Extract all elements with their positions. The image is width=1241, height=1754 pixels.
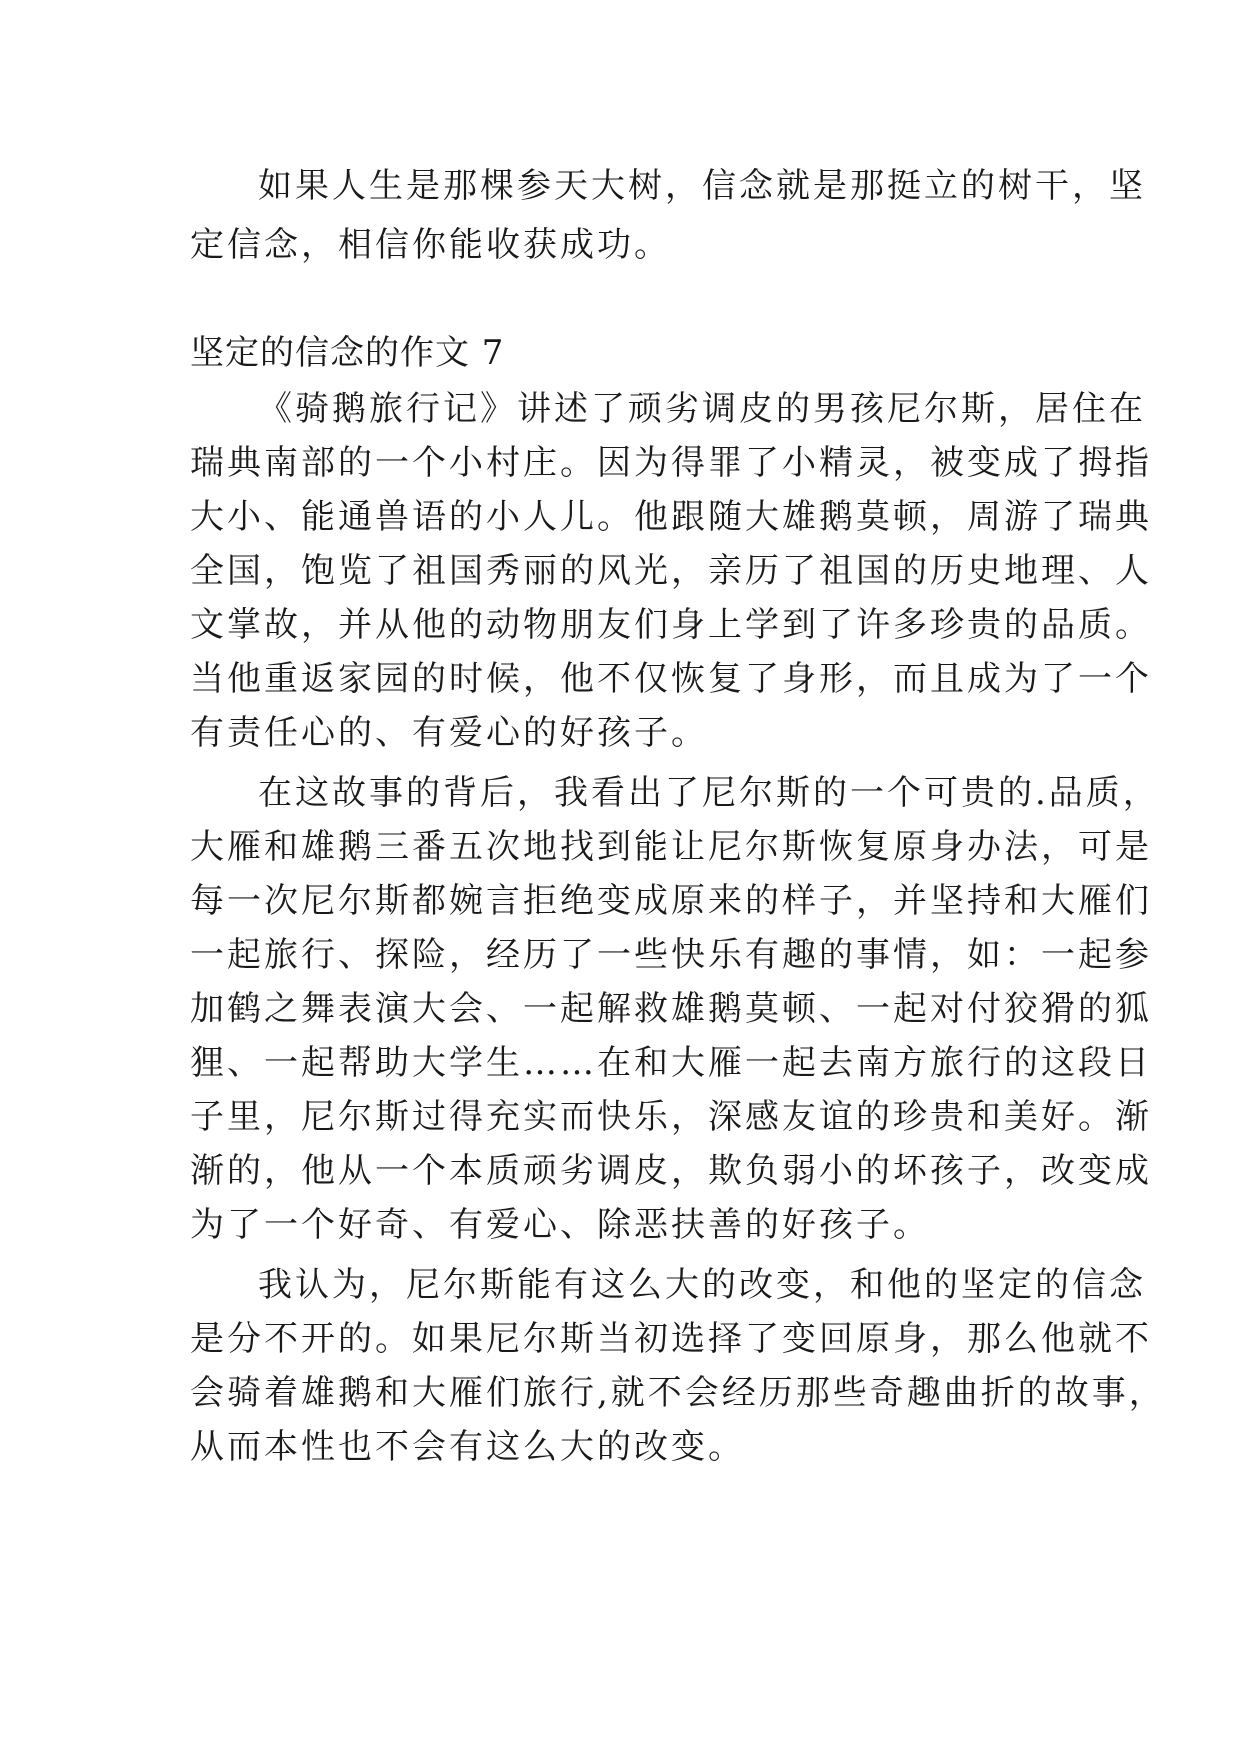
section-heading: 坚定的信念的作文 7 — [190, 333, 505, 373]
paragraph-line: 为了一个好奇、有爱心、除恶扶善的好孩子。 — [190, 1205, 930, 1245]
paragraph-line: 文掌故，并从他的动物朋友们身上学到了许多珍贵的品质。 — [190, 605, 1152, 645]
paragraph-line: 子里，尼尔斯过得充实而快乐，深感友谊的珍贵和美好。渐 — [190, 1097, 1152, 1137]
paragraph-line: 从而本性也不会有这么大的改变。 — [190, 1427, 745, 1467]
paragraph-line: 会骑着雄鹅和大雁们旅行,就不会经历那些奇趣曲折的故事， — [190, 1373, 1166, 1413]
paragraph-line: 大小、能通兽语的小人儿。他跟随大雄鹅莫顿，周游了瑞典 — [190, 497, 1152, 537]
paragraph-line: 全国，饱览了祖国秀丽的风光，亲历了祖国的历史地理、人 — [190, 551, 1152, 591]
paragraph-line: 是分不开的。如果尼尔斯当初选择了变回原身，那么他就不 — [190, 1319, 1152, 1359]
paragraph-line: 我认为，尼尔斯能有这么大的改变，和他的坚定的信念 — [258, 1265, 1146, 1305]
paragraph-line: 有责任心的、有爱心的好孩子。 — [190, 713, 708, 753]
paragraph-line: 《骑鹅旅行记》讲述了顽劣调皮的男孩尼尔斯，居住在 — [258, 389, 1146, 429]
intro-line: 定信念，相信你能收获成功。 — [190, 225, 671, 265]
intro-line: 如果人生是那棵参天大树，信念就是那挺立的树干，坚 — [258, 166, 1146, 206]
paragraph-line: 狸、一起帮助大学生……在和大雁一起去南方旅行的这段日 — [190, 1043, 1152, 1083]
paragraph-line: 大雁和雄鹅三番五次地找到能让尼尔斯恢复原身办法，可是 — [190, 827, 1152, 867]
paragraph-line: 加鹤之舞表演大会、一起解救雄鹅莫顿、一起对付狡猾的狐 — [190, 989, 1152, 1029]
paragraph-line: 当他重返家园的时候，他不仅恢复了身形，而且成为了一个 — [190, 659, 1152, 699]
paragraph-line: 每一次尼尔斯都婉言拒绝变成原来的样子，并坚持和大雁们 — [190, 881, 1152, 921]
paragraph-line: 瑞典南部的一个小村庄。因为得罪了小精灵，被变成了拇指 — [190, 443, 1152, 483]
paragraph-line: 一起旅行、探险，经历了一些快乐有趣的事情，如：一起参 — [190, 935, 1152, 975]
paragraph-line: 在这故事的背后，我看出了尼尔斯的一个可贵的.品质， — [258, 773, 1160, 813]
paragraph-line: 渐的，他从一个本质顽劣调皮，欺负弱小的坏孩子，改变成 — [190, 1151, 1152, 1191]
